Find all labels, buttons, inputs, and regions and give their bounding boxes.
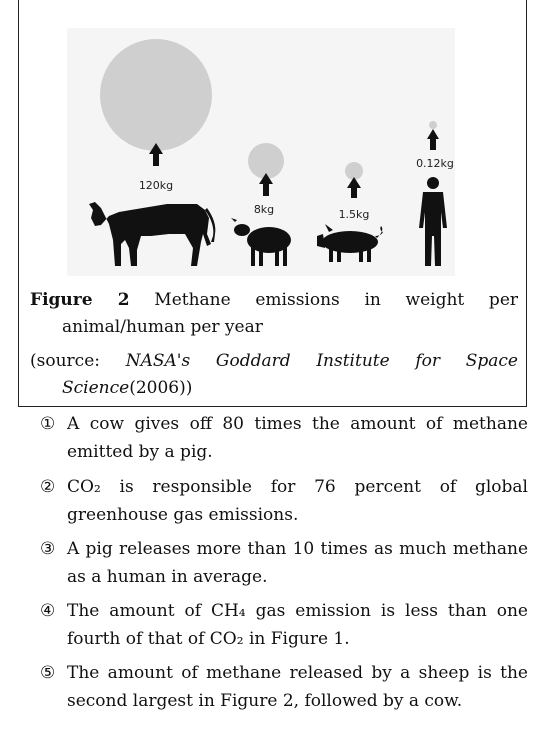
figure-source-line2 bbox=[62, 375, 550, 402]
choice-number: ③ bbox=[40, 539, 56, 559]
choice-text-line2: as a human in average. bbox=[67, 567, 268, 587]
choice-text-line2: emitted by a pig. bbox=[67, 442, 213, 462]
source-prefix: (source: bbox=[30, 351, 100, 371]
answer-choice-2[interactable] bbox=[40, 473, 528, 529]
human-methane-bubble bbox=[429, 121, 437, 129]
answer-choice-4[interactable] bbox=[40, 597, 528, 653]
human-value-label: 0.12kg bbox=[416, 157, 454, 170]
pig-value-label: 1.5kg bbox=[338, 208, 370, 221]
choice-number: ④ bbox=[40, 601, 56, 621]
caption-line2: animal/human per year bbox=[62, 317, 263, 337]
caption-line1: Methane emissions in weight per bbox=[154, 290, 519, 310]
choice-text-line1: A cow gives off 80 times the amount of methane bbox=[67, 414, 528, 434]
choice-text-line1: CO₂ is responsible for 76 percent of global bbox=[67, 477, 528, 497]
sheep-value-label: 8kg bbox=[253, 203, 275, 216]
answer-choice-3[interactable] bbox=[40, 535, 528, 591]
figure-source bbox=[30, 348, 518, 375]
cow-methane-bubble bbox=[100, 39, 212, 151]
choice-text-line2: greenhouse gas emissions. bbox=[67, 505, 299, 525]
choice-text-line2: fourth of that of CO₂ in Figure 1. bbox=[67, 629, 350, 649]
methane-figure bbox=[67, 28, 455, 276]
figure-caption bbox=[30, 287, 518, 314]
choice-text-line1: The amount of CH₄ gas emission is less than one bbox=[67, 601, 528, 621]
choice-text-line1: A pig releases more than 10 times as much methane bbox=[67, 539, 528, 559]
source-italic-line1: NASA's Goddard Institute for Space bbox=[125, 351, 518, 371]
choice-text-line1: The amount of methane released by a sheep is the bbox=[67, 663, 528, 683]
answer-choice-5[interactable] bbox=[40, 659, 528, 715]
source-suffix: (2006)) bbox=[129, 378, 193, 398]
answer-choice-1[interactable] bbox=[40, 410, 528, 466]
figure-label: Figure 2 bbox=[30, 290, 130, 310]
choice-number: ⑤ bbox=[40, 663, 56, 683]
source-italic-line2: Science bbox=[62, 378, 130, 398]
choice-text-line2: second largest in Figure 2, followed by a cow. bbox=[67, 691, 463, 711]
choice-number: ① bbox=[40, 414, 56, 434]
cow-value-label: 120kg bbox=[138, 179, 174, 192]
choice-number: ② bbox=[40, 477, 56, 497]
